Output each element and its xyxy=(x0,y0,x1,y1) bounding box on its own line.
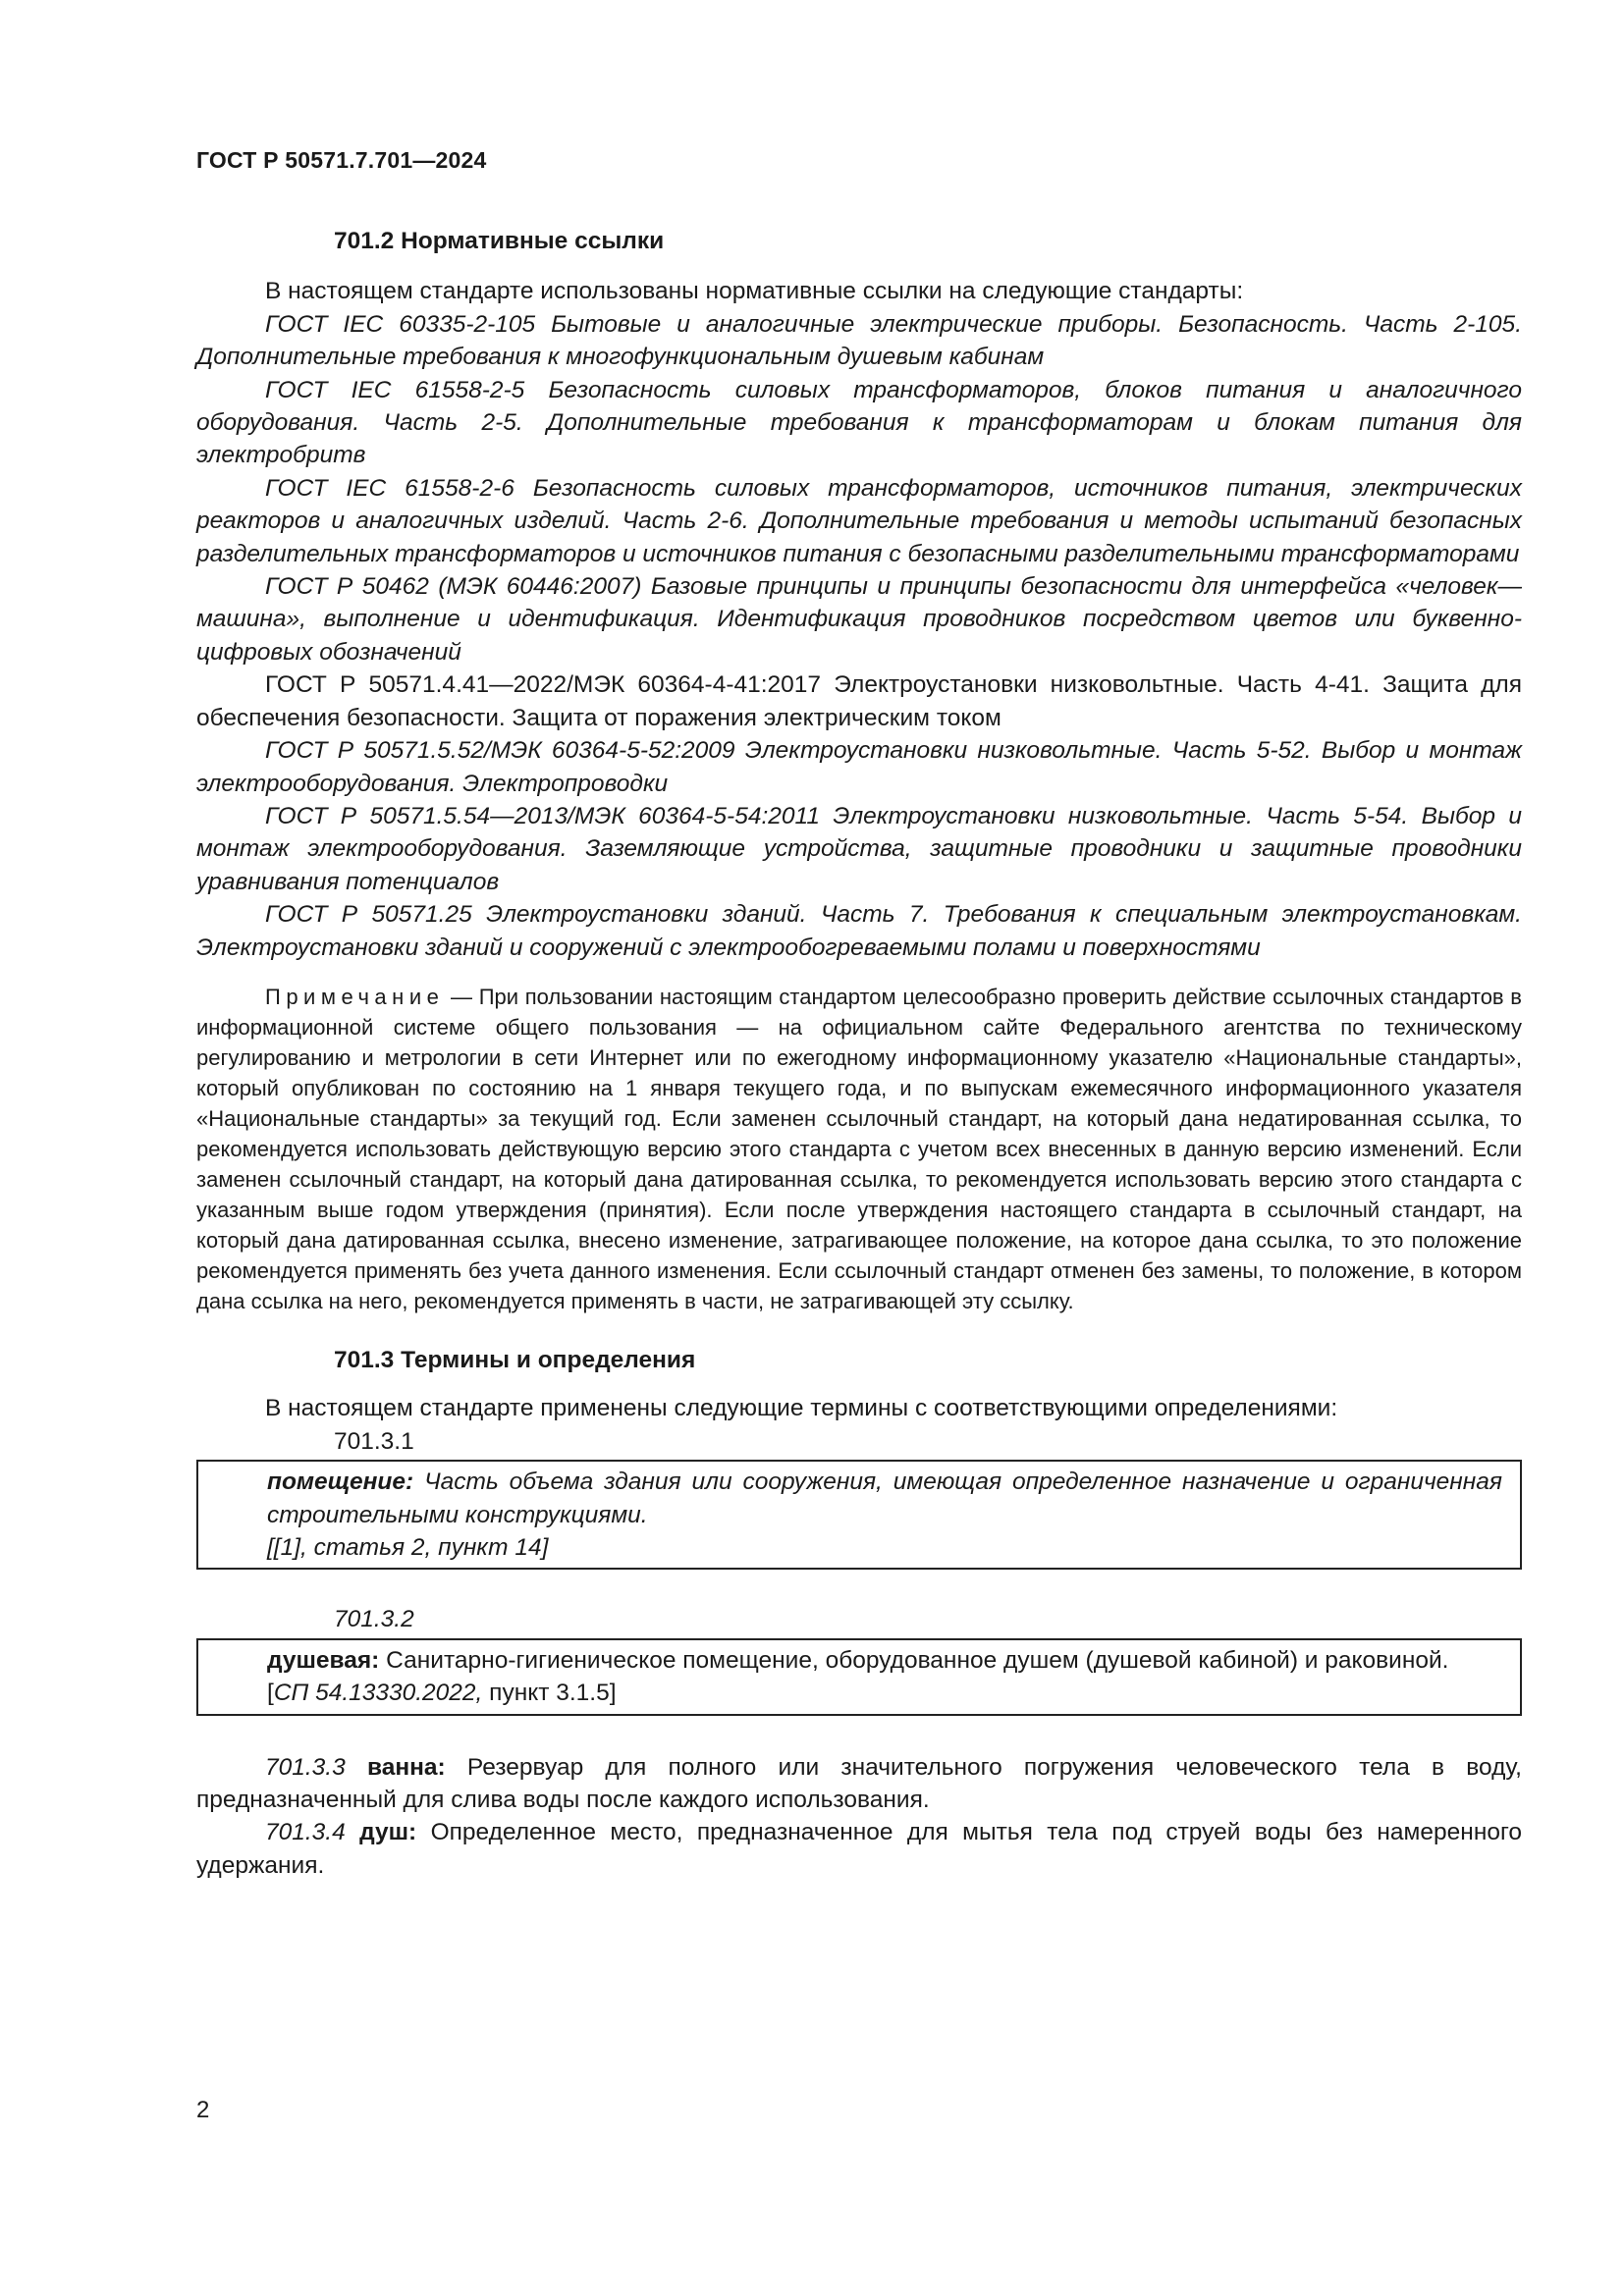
reference-item: ГОСТ Р 50571.4.41—2022/МЭК 60364-4-41:2017 Электроустановки низковольтные. Часть 4-41. Защита для обеспечения безопасности. Защита от поражения электрическим током xyxy=(196,671,1522,731)
term-number: 701.3.1 xyxy=(334,1427,414,1455)
term-box-dushevaya xyxy=(196,1638,1522,1716)
term-source: [[1], статья 2, пункт 14] xyxy=(267,1533,549,1561)
document-header: ГОСТ Р 50571.7.701—2024 xyxy=(196,147,487,173)
reference-item: ГОСТ Р 50462 (МЭК 60446:2007) Базовые принципы и принципы безопасности для интерфейса «человек—машина», выполнение и идентификация. Идентификация проводников посредством цветов или буквенно-цифровых обозначений xyxy=(196,573,1522,666)
term-box-pomeshchenie xyxy=(196,1460,1522,1570)
reference-item: ГОСТ IEC 60335-2-105 Бытовые и аналогичные электрические приборы. Безопасность. Часть 2-105. Дополнительные требования к многофункциональным душевым кабинам xyxy=(196,310,1522,371)
term-word: душевая: xyxy=(267,1646,380,1674)
references-intro: В настоящем стандарте использованы нормативные ссылки на следующие стандарты: xyxy=(265,278,1244,305)
reference-item: ГОСТ IEC 61558-2-6 Безопасность силовых трансформаторов, источников питания, электрических реакторов и аналогичных изделий. Часть 2-6. Дополнительные требования и методы испытаний безопасных разделительных трансформаторов и источников питания с безопасными разделительными трансформаторами xyxy=(196,474,1522,567)
note-text: — При пользовании настоящим стандартом целесообразно проверить действие ссылочных стандартов в информационной системе общего пользования — на официальном сайте Федерального агентства по техническому регулированию и метрологии в сети Интернет или по ежегодному информационному указателю «Национальные стандарты», который опубликован по состоянию на 1 января текущего года, и по выпускам ежемесячного информационного указателя «Национальные стандарты» за текущий год. Если заменен ссылочный стандарт, на который дана недатированная ссылка, то рекомендуется использовать действующую версию этого стандарта с учетом всех внесенных в данную версию изменений. Если заменен ссылочный стандарт, на который дана датированная ссылка, то рекомендуется использовать версию этого стандарта с указанным выше годом утверждения (принятия). Если после утверждения настоящего стандарта в ссылочный стандарт, на который дана датированная ссылка, внесено изменение, затрагивающее положение, на которое дана ссылка, то это положение рекомендуется применять без учета данного изменения. Если ссылочный стандарт отменен без замены, то положение, в котором дана ссылка на него, рекомендуется применять в части, не затрагивающей эту ссылку. xyxy=(196,984,1522,1313)
reference-item: ГОСТ Р 50571.25 Электроустановки зданий. Часть 7. Требования к специальным электроустановкам. Электроустановки зданий и сооружений с электрообогреваемыми полами и поверхностями xyxy=(196,901,1522,961)
note-label: Примечание xyxy=(265,984,445,1009)
term-definition: Часть объема здания или сооружения, имеющая определенное назначение и ограниченная строительными конструкциями. xyxy=(267,1468,1502,1528)
term-dush: 701.3.4 душ: Определенное место, предназначенное для мытья тела под струей воды без намеренного удержания. xyxy=(196,1819,1522,1879)
section-heading-terms: 701.3 Термины и определения xyxy=(334,1346,696,1373)
term-definition: Санитарно-гигиеническое помещение, оборудованное душем (душевой кабиной) и раковиной. xyxy=(379,1646,1449,1674)
term-source: [СП 54.13330.2022, пункт 3.1.5] xyxy=(267,1680,617,1707)
reference-item: ГОСТ Р 50571.5.52/МЭК 60364-5-52:2009 Электроустановки низковольтные. Часть 5-52. Выбор и монтаж электрооборудования. Электропроводки xyxy=(196,737,1522,797)
references-note xyxy=(196,982,1522,1316)
term-word: помещение: xyxy=(267,1468,414,1496)
document-body xyxy=(196,225,1522,1882)
terms-intro: В настоящем стандарте применены следующие термины с соответствующими определениями: xyxy=(265,1395,1338,1422)
reference-item: ГОСТ IEC 61558-2-5 Безопасность силовых трансформаторов, блоков питания и аналогичного оборудования. Часть 2-5. Дополнительные требования к трансформаторам и блокам питания для электробритв xyxy=(196,376,1522,469)
section-heading-normative-references: 701.2 Нормативные ссылки xyxy=(334,228,665,254)
term-number: 701.3.2 xyxy=(334,1606,414,1633)
term-vanna: 701.3.3 ванна: Резервуар для полного или значительного погружения человеческого тела в воду, предназначенный для слива воды после каждого использования. xyxy=(196,1753,1522,1813)
reference-item: ГОСТ Р 50571.5.54—2013/МЭК 60364-5-54:2011 Электроустановки низковольтные. Часть 5-54. Выбор и монтаж электрооборудования. Заземляющие устройства, защитные проводники и защитные проводники уравнивания потенциалов xyxy=(196,802,1522,895)
page-number: 2 xyxy=(196,2097,210,2123)
